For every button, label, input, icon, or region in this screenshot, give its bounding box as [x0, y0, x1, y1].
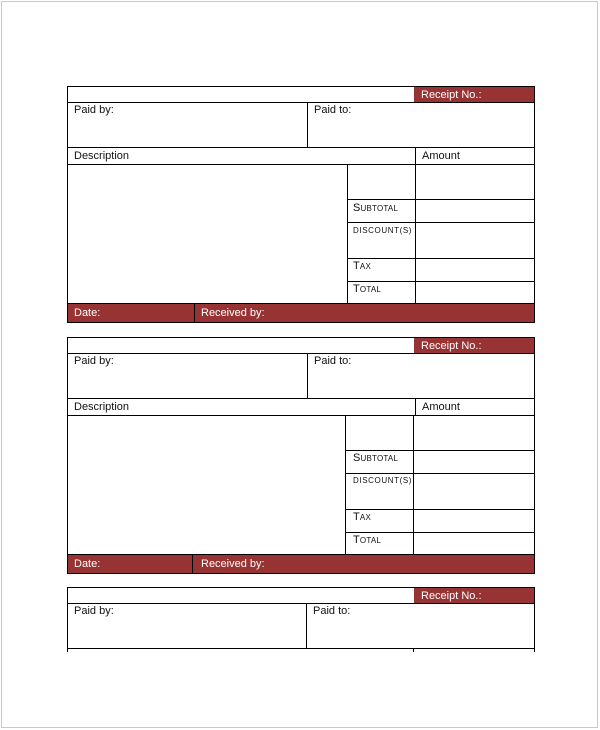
- paid-to-label: Paid to:: [314, 104, 352, 116]
- receipt-no-label: Receipt No.:: [421, 340, 482, 352]
- divider: [415, 399, 416, 416]
- receipt-footer-row: [67, 304, 535, 323]
- line-items-area[interactable]: [67, 415, 535, 555]
- paid-to-label: Paid to:: [314, 355, 352, 367]
- amount-label: Amount: [422, 401, 460, 413]
- date-label: Date:: [74, 558, 101, 570]
- receipt-no-field[interactable]: [414, 86, 535, 103]
- divider: [307, 102, 308, 147]
- description-label: Description: [74, 150, 130, 162]
- received-by-label: Received by:: [201, 558, 265, 570]
- divider: [194, 304, 195, 322]
- total-label: TOTAL: [353, 283, 382, 295]
- subtotal-label: SUBTOTAL: [353, 452, 399, 464]
- amount-label: Amount: [422, 150, 460, 162]
- receipt-no-field[interactable]: [414, 337, 535, 354]
- divider: [347, 199, 535, 200]
- receipt-no-label: Receipt No.:: [421, 590, 482, 602]
- divider: [345, 415, 346, 554]
- divider: [192, 555, 193, 573]
- divider: [345, 532, 535, 533]
- discount-label: DISCOUNT(S): [353, 226, 413, 235]
- receipt-form-1: [67, 86, 535, 323]
- divider: [345, 473, 535, 474]
- receipt-form-3: [67, 587, 535, 651]
- paid-by-label: Paid by:: [74, 104, 114, 116]
- divider: [347, 164, 348, 303]
- paid-by-label: Paid by:: [74, 605, 114, 617]
- divider: [347, 281, 535, 282]
- paid-row: [67, 353, 535, 399]
- description-label: Description: [74, 401, 130, 413]
- divider: [347, 258, 535, 259]
- receipt-form-2: [67, 337, 535, 574]
- tax-label: TAX: [353, 260, 371, 272]
- receipt-footer-row: [67, 555, 535, 574]
- subtotal-label: SUBTOTAL: [353, 202, 399, 214]
- divider: [345, 509, 535, 510]
- divider: [306, 603, 307, 648]
- paid-row: [67, 102, 535, 148]
- divider: [413, 649, 414, 652]
- divider: [415, 148, 416, 165]
- divider: [534, 649, 535, 652]
- tax-label: TAX: [353, 511, 371, 523]
- column-header-row: [67, 399, 535, 416]
- divider: [67, 649, 68, 652]
- divider: [345, 450, 535, 451]
- receipt-no-label: Receipt No.:: [421, 89, 482, 101]
- line-items-area[interactable]: [67, 164, 535, 304]
- divider: [415, 164, 416, 303]
- discount-label: DISCOUNT(S): [353, 476, 413, 485]
- divider: [307, 353, 308, 398]
- received-by-label: Received by:: [201, 307, 265, 319]
- date-label: Date:: [74, 307, 101, 319]
- divider: [413, 415, 414, 554]
- total-label: TOTAL: [353, 534, 382, 546]
- column-header-row: [67, 148, 535, 165]
- receipt-no-field[interactable]: [414, 587, 535, 604]
- paid-by-label: Paid by:: [74, 355, 114, 367]
- divider: [347, 222, 535, 223]
- paid-row: [67, 603, 535, 649]
- paid-to-label: Paid to:: [313, 605, 351, 617]
